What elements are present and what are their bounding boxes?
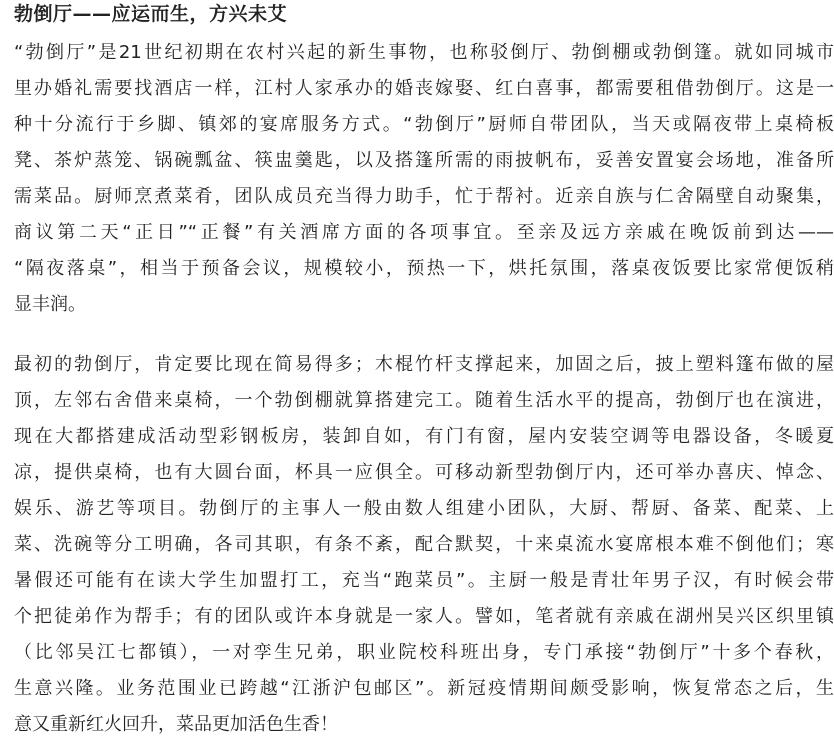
paragraph-line: 里办婚礼需要找酒店一样，江村人家承办的婚丧嫁娶、红白喜事，都需要租借勃倒厅。这是一 xyxy=(14,78,834,99)
paragraph-line: （比邻吴江七都镇），一对孪生兄弟，职业院校科班出身，专门承接“勃倒厅”十多个春秋， xyxy=(14,642,834,663)
paragraph-line: 种十分流行于乡脚、镇郊的宴席服务方式。“勃倒厅”厨师自带团队，当天或隔夜带上桌椅板 xyxy=(14,114,834,135)
paragraph-line: 顶，左邻右舍借来桌椅，一个勃倒棚就算搭建完工。随着生活水平的提高，勃倒厅也在演进， xyxy=(14,390,834,411)
paragraph-line: 商议第二天“正日”“正餐”有关酒席方面的各项事宜。至亲及远方亲戚在晚饭前到达—— xyxy=(14,222,834,243)
paragraph-line: 显丰润。 xyxy=(14,294,86,315)
paragraph-line: “隔夜落桌”，相当于预备会议，规模较小，预热一下，烘托氛围，落桌夜饭要比家常便饭稍 xyxy=(14,258,834,279)
paragraph-line: 需菜品。厨师烹煮菜肴，团队成员充当得力助手，忙于帮衬。近亲自族与仁舍隔壁自动聚集， xyxy=(14,186,834,207)
paragraph-line: 娱乐、游艺等项目。勃倒厅的主事人一般由数人组建小团队，大厨、帮厨、备菜、配菜、上 xyxy=(14,498,834,519)
paragraph-line: 凳、茶炉蒸笼、锅碗瓢盆、筷盅羹匙，以及搭篷所需的雨披帆布，妥善安置宴会场地，准备所 xyxy=(14,150,834,171)
paragraph-line: 凉，提供桌椅，也有大圆台面，杯具一应俱全。可移动新型勃倒厅内，还可举办喜庆、悼念、 xyxy=(14,462,834,483)
paragraph-line: 现在大都搭建成活动型彩钢板房，装卸自如，有门有窗，屋内安装空调等电器设备，冬暖夏 xyxy=(14,426,834,447)
article-title: 勃倒厅——应运而生，方兴未艾 xyxy=(14,3,288,25)
paragraph-line: 最初的勃倒厅，肯定要比现在简易得多；木棍竹杆支撑起来，加固之后，披上塑料篷布做的屋 xyxy=(14,354,834,375)
paragraph-line: 生意兴隆。业务范围业已跨越“江浙沪包邮区”。新冠疫情期间颇受影响，恢复常态之后，生 xyxy=(14,678,834,699)
article xyxy=(14,0,834,743)
paragraph-line: 菜、洗碗等分工明确，各司其职，有条不紊，配合默契，十来桌流水宴席根本难不倒他们；寒 xyxy=(14,534,834,555)
paragraph-spacer xyxy=(14,323,834,347)
paragraph-1 xyxy=(14,35,834,323)
paragraph-line: 个把徒弟作为帮手；有的团队或许本身就是一家人。譬如，笔者就有亲戚在湖州吴兴区织里镇 xyxy=(14,606,834,627)
paragraph-line: 意又重新红火回升，菜品更加活色生香！ xyxy=(14,714,338,735)
paragraph-2 xyxy=(14,347,834,743)
paragraph-line: 暑假还可能有在读大学生加盟打工，充当“跑菜员”。主厨一般是青壮年男子汉，有时候会带 xyxy=(14,570,834,591)
paragraph-line: “勃倒厅”是21世纪初期在农村兴起的新生事物，也称驳倒厅、勃倒棚或勃倒篷。就如同城市 xyxy=(14,42,834,63)
